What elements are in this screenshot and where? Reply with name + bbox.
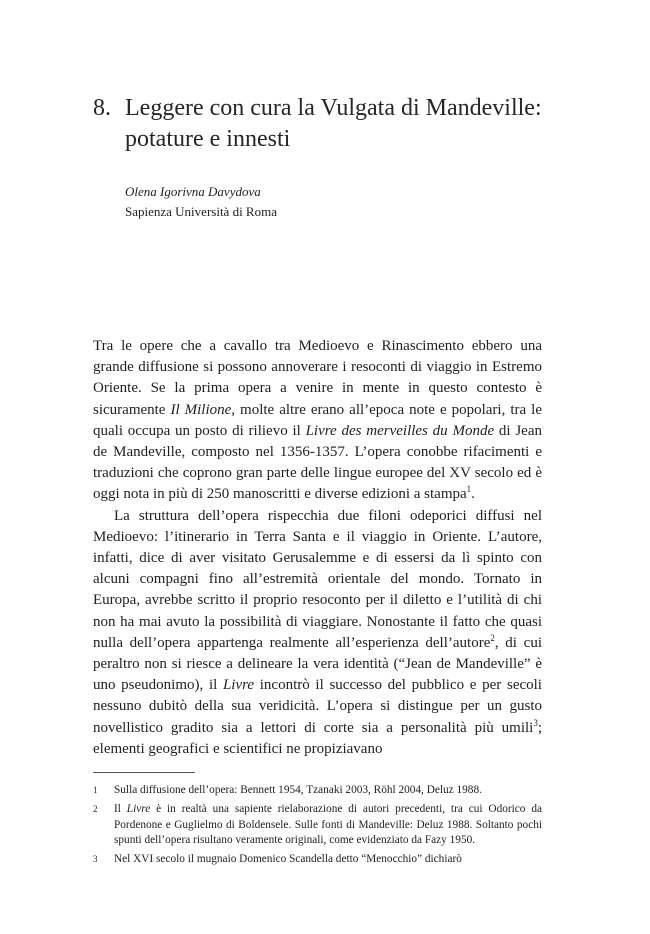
paragraph: Tra le opere che a cavallo tra Medioevo e Rinascimento ebbero una grande diffusione si possono annoverare i resoconti di viaggio in Estremo Oriente. Se la prima opera a venire in mente in questo contesto è sicuramente Il Milione, molte altre erano all’epoca note e popolari, tra le quali occupa un posto di rilievo il Livre des merveilles du Monde di Jean de Mandeville, composto nel 1356-1357. L’opera conobbe rifacimenti e traduzioni che coprono gran parte delle lingue europee del XV secolo ed è oggi nota in più di 250 manoscritti e diverse edizioni a stampa$^1$. [93, 338, 542, 503]
footnote-ref[interactable]: 2 [490, 632, 495, 643]
footnote-text: Sulla diffusione dell’opera: Bennett 1954, Tzanaki 2003, Röhl 2004, Deluz 1988. [114, 784, 482, 796]
footnote [93, 783, 542, 798]
footnote [93, 852, 542, 867]
footnote [93, 802, 542, 848]
footnote-text: Il Livre è in realtà una sapiente rielaborazione di autori precedenti, tra cui Odorico da Pordenone e Guglielmo di Boldensele. Sulle fonti di Mandeville: Deluz 1988. Soltanto pochi spunti dell’opera risultano veramente originali, come evidenziato da Fazy 1950. [114, 803, 542, 846]
footnote-number: 2 [93, 804, 98, 815]
author-affiliation: Sapienza Università di Roma [125, 204, 277, 219]
footnote-number: 1 [93, 785, 98, 795]
chapter-title: Leggere con cura la Vulgata di Mandeville: potature e innesti [125, 95, 542, 152]
paragraph: La struttura dell’opera rispecchia due filoni odeporici diffusi nel Medioevo: l’itinerario in Terra Santa e il viaggio in Oriente. L’autore, infatti, dice di aver visitato Gerusalemme e di essersi da lì spinto con alcuni compagni fino all’estremità orientale del mondo. Tornato in Europa, avrebbe scritto il proprio resoconto per il diletto e l’utilità di chi non ha mai avuto la possibilità di viaggiare. Nonostante il fatto che quasi nulla dell’opera appartenga realmente all’esperienza dell’autore$^2$, di cui peraltro non si riesce a delineare la vera identità (“Jean de Mandeville” è uno pseudonimo), il Livre incontrò il successo del pubblico e per secoli nessuno dubitò della sua veridicità. L’opera si distingue per un gusto novellistico gradito sia a lettori di corte sia a personalità più umili$^3$; elementi geografici e scientifici ne propiziavano [93, 507, 542, 757]
footnote-ref[interactable]: 1 [466, 484, 472, 495]
footnote-number: 3 [93, 854, 98, 865]
footnotes [93, 783, 542, 871]
chapter-heading [93, 93, 563, 155]
footnote-text: Nel XVI secolo il mugnaio Domenico Scandella detto “Menocchio” dichiarò [114, 853, 462, 866]
chapter-number: 8. [93, 95, 111, 121]
body-text [93, 336, 542, 760]
author-name: Olena Igorivna Davydova [125, 184, 261, 199]
footnote-divider [93, 772, 195, 773]
footnote-ref[interactable]: 3 [533, 717, 538, 728]
